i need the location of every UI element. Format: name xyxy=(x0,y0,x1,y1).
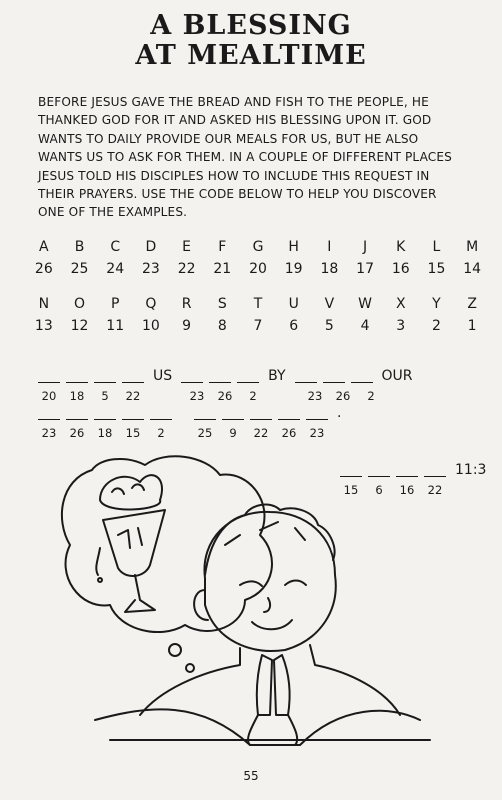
clue-number: 2 xyxy=(367,389,375,403)
code-letter: H xyxy=(288,239,299,255)
clue-number: 22 xyxy=(253,426,269,440)
code-number: 12 xyxy=(70,318,89,334)
clue-number: 26 xyxy=(281,426,297,440)
code-letter: M xyxy=(466,239,479,255)
code-number: 6 xyxy=(289,318,299,334)
code-letter: W xyxy=(358,296,372,312)
thought-dot xyxy=(169,644,181,656)
code-number: 9 xyxy=(182,318,192,334)
code-letter: X xyxy=(395,296,406,312)
code-number: 3 xyxy=(396,318,406,334)
code-number: 11 xyxy=(106,318,125,334)
verse-reference: 11:3 xyxy=(455,462,487,478)
code-number: 16 xyxy=(391,261,410,277)
clue-number: 26 xyxy=(69,426,85,440)
code-number: 4 xyxy=(360,318,370,334)
code-letter: T xyxy=(253,296,263,312)
clue-number: 2 xyxy=(157,426,165,440)
code-letter: G xyxy=(252,239,264,255)
page-title-line-1: A BLESSING xyxy=(150,10,352,41)
code-number: 22 xyxy=(177,261,196,277)
clue-number: 9 xyxy=(229,426,237,440)
code-letter: Q xyxy=(145,296,157,312)
clue-number: 5 xyxy=(101,389,109,403)
puzzle-word: OUR xyxy=(381,368,413,384)
code-number: 13 xyxy=(34,318,53,334)
puzzle-word: US xyxy=(153,368,173,384)
code-number: 7 xyxy=(253,318,263,334)
code-letter: Y xyxy=(432,296,441,312)
code-letter: S xyxy=(217,296,227,312)
code-number: 26 xyxy=(34,261,53,277)
code-letter: U xyxy=(288,296,299,312)
clue-number: 22 xyxy=(125,389,141,403)
code-letter: N xyxy=(38,296,50,312)
code-letter: F xyxy=(218,239,227,255)
clue-number: 20 xyxy=(41,389,57,403)
code-letter: P xyxy=(110,296,120,312)
code-letter: B xyxy=(74,239,85,255)
code-letter: L xyxy=(432,239,441,255)
code-number: 2 xyxy=(431,318,441,334)
code-letter: J xyxy=(363,239,368,255)
code-number: 5 xyxy=(324,318,334,334)
thought-bubble xyxy=(62,456,272,632)
instructions-paragraph: BEFORE JESUS GAVE THE BREAD AND FISH TO THE PEOPLE, HE THANKED GOD FOR IT AND ASKED HIS BLESSING UPON IT. GOD WANTS TO DAILY PROVIDE OUR MEALS FOR US, BUT HE ALSO WANTS US TO ASK FOR THEM. IN A COUPLE OF DIFFERENT PLACES JESUS TOLD HIS DISCIPLES HOW TO INCLUDE THIS REQUEST IN THEIR PRAYERS. USE THE CODE BELOW TO HELP YOU DISCOVER ONE OF THE EXAMPLES. xyxy=(38,95,453,220)
code-number: 18 xyxy=(320,261,339,277)
clue-number: 23 xyxy=(307,389,323,403)
clue-number: 25 xyxy=(197,426,213,440)
clue-number: 15 xyxy=(125,426,141,440)
clue-number: 23 xyxy=(189,389,205,403)
code-letter: R xyxy=(181,296,192,312)
clue-number: 22 xyxy=(427,483,443,497)
praying-hands xyxy=(248,655,297,745)
clue-number: 23 xyxy=(309,426,325,440)
puzzle-line-2: . 23 26 18 15 2 25 9 22 26 23 xyxy=(38,405,344,440)
clue-number: 26 xyxy=(217,389,233,403)
code-number: 15 xyxy=(427,261,446,277)
puzzle-word: BY xyxy=(268,368,286,384)
code-number: 17 xyxy=(356,261,374,277)
clue-number: 2 xyxy=(249,389,257,403)
code-number: 14 xyxy=(463,261,482,277)
code-letter: A xyxy=(39,239,49,255)
code-number: 24 xyxy=(106,261,125,277)
boy-head xyxy=(194,505,336,651)
code-number: 1 xyxy=(467,318,477,334)
code-letter: D xyxy=(145,239,157,255)
code-number: 23 xyxy=(142,261,160,277)
code-letter: V xyxy=(324,296,335,312)
code-number: 19 xyxy=(284,261,303,277)
code-number: 21 xyxy=(213,261,232,277)
code-number: 10 xyxy=(142,318,160,334)
code-number: 25 xyxy=(70,261,89,277)
clue-number: 26 xyxy=(335,389,351,403)
code-number: 20 xyxy=(249,261,267,277)
code-letter: Z xyxy=(467,296,477,312)
clue-number: 18 xyxy=(69,389,85,403)
page-title-line-2: AT MEALTIME xyxy=(135,40,367,71)
clue-number: 18 xyxy=(97,426,113,440)
goblet-icon xyxy=(96,475,165,612)
page-number: 55 xyxy=(243,769,259,783)
code-letter: K xyxy=(396,239,406,255)
clue-number: 23 xyxy=(41,426,57,440)
code-letter: O xyxy=(74,296,86,312)
clue-number: 16 xyxy=(399,483,415,497)
clue-number: 15 xyxy=(343,483,359,497)
code-number: 8 xyxy=(217,318,227,334)
thought-dot xyxy=(186,664,194,672)
code-letter: I xyxy=(327,239,332,255)
clue-number: 6 xyxy=(375,483,383,497)
code-letter: C xyxy=(110,239,121,255)
code-letter: E xyxy=(182,239,192,255)
